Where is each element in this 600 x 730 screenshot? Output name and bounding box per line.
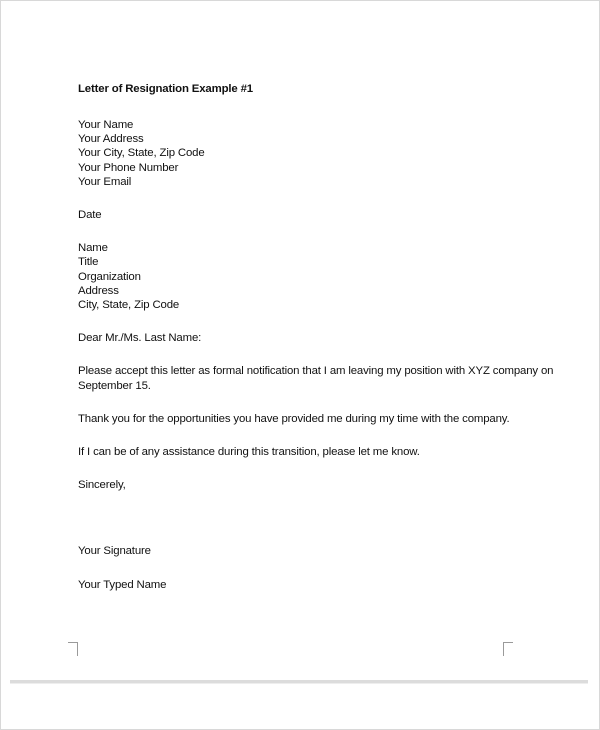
- recipient-address: Address: [78, 284, 119, 297]
- signature: Your Signature: [78, 545, 151, 558]
- body-paragraph-1-line-2: September 15.: [78, 379, 151, 392]
- page-corner-mark-left: [68, 642, 78, 656]
- sender-phone: Your Phone Number: [78, 161, 179, 174]
- body-paragraph-1-line-1: Please accept this letter as formal notification that I am leaving my position with XYZ company on: [78, 365, 554, 378]
- page-divider-shadow: [10, 683, 588, 684]
- salutation: Dear Mr./Ms. Last Name:: [78, 332, 202, 345]
- sender-city-state-zip: Your City, State, Zip Code: [78, 147, 205, 160]
- sender-address: Your Address: [78, 133, 144, 146]
- page-corner-mark-right: [503, 642, 513, 656]
- closing: Sincerely,: [78, 479, 126, 492]
- recipient-block: [78, 241, 518, 312]
- date-line: Date: [78, 209, 102, 222]
- sender-name: Your Name: [78, 119, 134, 131]
- recipient-organization: Organization: [78, 270, 141, 283]
- sender-block: [78, 118, 518, 189]
- body-paragraph-1: [78, 364, 554, 392]
- letter-document: [78, 82, 554, 592]
- recipient-name: Name: [78, 242, 108, 255]
- recipient-city-state-zip: City, State, Zip Code: [78, 299, 180, 312]
- recipient-title: Title: [78, 256, 99, 269]
- body-paragraph-2: Thank you for the opportunities you have provided me during my time with the company.: [78, 412, 510, 425]
- body-paragraph-3: If I can be of any assistance during this transition, please let me know.: [78, 446, 420, 459]
- letter-title: Letter of Resignation Example #1: [78, 83, 253, 95]
- sender-email: Your Email: [78, 175, 132, 188]
- typed-name: Your Typed Name: [78, 578, 167, 591]
